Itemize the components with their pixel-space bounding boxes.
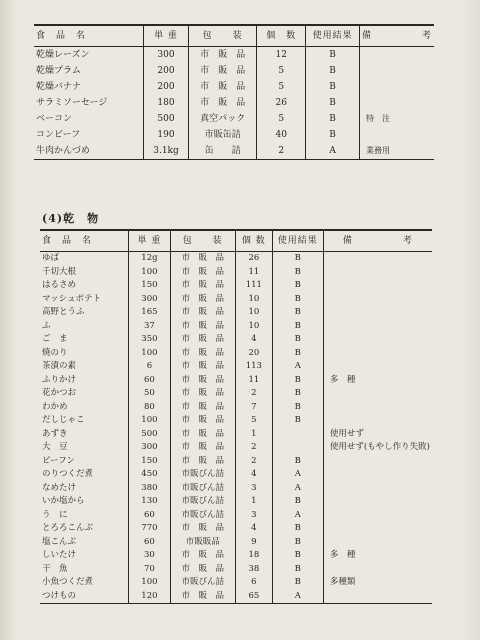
count-cell: 10 — [236, 293, 273, 307]
table-row — [40, 374, 432, 388]
remarks-cell — [323, 401, 432, 415]
packaging-cell: 市 販 品 — [170, 401, 236, 415]
food-name-cell: 乾燥バナナ — [36, 82, 82, 92]
remarks-cell — [323, 482, 432, 496]
result-cell: B — [272, 279, 323, 293]
unit-weight-cell: 100 — [129, 266, 170, 280]
food-name-cell: 塩こんぶ — [42, 536, 77, 547]
result-cell: B — [272, 293, 323, 307]
packaging-cell: 市 販 品 — [188, 47, 256, 64]
food-name-cell: 茶漬の素 — [42, 361, 77, 371]
packaging-cell: 真空パック — [188, 111, 256, 127]
packaging-cell: 市 販 品 — [170, 522, 236, 536]
table-header-row — [40, 230, 432, 252]
food-name-cell: わかめ — [42, 401, 68, 412]
unit-weight-cell: 30 — [129, 549, 170, 563]
remarks-cell — [323, 590, 432, 604]
result-cell: B — [272, 387, 323, 401]
result-cell: B — [272, 320, 323, 334]
remarks-cell — [323, 306, 432, 320]
provisions-table-2 — [40, 229, 432, 604]
unit-weight-cell: 60 — [129, 509, 170, 523]
food-name-cell: ゆば — [42, 253, 60, 263]
packaging-cell: 市 販 品 — [170, 414, 236, 428]
count-cell: 111 — [236, 279, 273, 293]
unit-weight-cell: 70 — [129, 563, 170, 577]
unit-weight-cell: 300 — [129, 441, 170, 455]
header-packaging: 包 装 — [188, 25, 256, 47]
food-name-cell: あずき — [42, 428, 68, 439]
table-header-row — [34, 25, 434, 47]
result-cell: B — [272, 266, 323, 280]
table-row — [40, 320, 432, 334]
header-food-name: 食 品 名 — [36, 31, 87, 41]
result-cell: B — [272, 522, 323, 536]
count-cell: 1 — [236, 495, 273, 509]
food-name-cell: 花かつお — [42, 388, 77, 398]
result-cell: B — [272, 347, 323, 361]
result-cell: A — [272, 509, 323, 523]
unit-weight-cell: 100 — [129, 347, 170, 361]
count-cell: 113 — [236, 360, 273, 374]
packaging-cell: 市 販 品 — [170, 563, 236, 577]
unit-weight-cell: 37 — [129, 320, 170, 334]
unit-weight-cell: 180 — [144, 95, 189, 111]
count-cell: 2 — [236, 387, 273, 401]
result-cell: B — [306, 79, 360, 95]
unit-weight-cell: 190 — [144, 127, 189, 143]
unit-weight-cell: 450 — [129, 468, 170, 482]
table-row — [34, 79, 434, 95]
count-cell: 4 — [236, 522, 273, 536]
packaging-cell: 市販びん詰 — [170, 468, 236, 482]
food-name-cell: のりつくだ煮 — [42, 469, 94, 479]
remarks-cell — [323, 387, 432, 401]
count-cell: 38 — [236, 563, 273, 577]
result-cell: B — [272, 536, 323, 550]
remarks-cell — [323, 468, 432, 482]
count-cell: 5 — [236, 414, 273, 428]
result-cell: A — [306, 143, 360, 160]
unit-weight-cell: 3.1kg — [144, 143, 189, 160]
header-result: 使用結果 — [272, 230, 323, 252]
unit-weight-cell: 100 — [129, 576, 170, 590]
food-name-cell: 乾燥レーズン — [36, 50, 90, 60]
header-remarks: 備 考 — [323, 230, 432, 252]
packaging-cell: 市 販 品 — [170, 428, 236, 442]
result-cell: B — [272, 306, 323, 320]
packaging-cell: 市 販 品 — [170, 387, 236, 401]
unit-weight-cell: 200 — [144, 63, 189, 79]
remarks-cell — [323, 266, 432, 280]
result-cell — [272, 428, 323, 442]
table-row — [40, 414, 432, 428]
food-name-cell: う に — [42, 509, 68, 520]
remarks-cell — [359, 79, 434, 95]
packaging-cell: 市 販 品 — [188, 95, 256, 111]
remarks-cell — [323, 536, 432, 550]
count-cell: 2 — [236, 441, 273, 455]
unit-weight-cell: 6 — [129, 360, 170, 374]
unit-weight-cell: 150 — [129, 279, 170, 293]
food-name-cell: ベーコン — [36, 114, 73, 124]
count-cell: 2 — [236, 455, 273, 469]
table-row — [40, 387, 432, 401]
table-row — [40, 576, 432, 590]
table-row — [34, 47, 434, 64]
table-row — [40, 347, 432, 361]
unit-weight-cell: 60 — [129, 536, 170, 550]
remarks-cell: 多種類 — [323, 576, 432, 590]
result-cell: B — [272, 549, 323, 563]
table-row — [40, 509, 432, 523]
count-cell: 10 — [236, 320, 273, 334]
remarks-cell: 使用せず — [323, 428, 432, 442]
packaging-cell: 缶 詰 — [188, 143, 256, 160]
unit-weight-cell: 300 — [144, 47, 189, 64]
result-cell: B — [306, 111, 360, 127]
packaging-cell: 市販びん詰 — [170, 576, 236, 590]
count-cell: 11 — [236, 374, 273, 388]
table-row — [40, 536, 432, 550]
remarks-cell — [323, 414, 432, 428]
result-cell: A — [272, 482, 323, 496]
remarks-cell — [323, 360, 432, 374]
count-cell: 4 — [236, 333, 273, 347]
provisions-table-1 — [34, 24, 434, 160]
remarks-cell — [359, 95, 434, 111]
result-cell: B — [272, 333, 323, 347]
unit-weight-cell: 150 — [129, 455, 170, 469]
count-cell: 10 — [236, 306, 273, 320]
remarks-cell — [359, 47, 434, 64]
remarks-cell: 業務用 — [359, 143, 434, 160]
packaging-cell: 市 販 品 — [170, 374, 236, 388]
remarks-cell — [323, 279, 432, 293]
header-remarks: 備 考 — [359, 25, 434, 47]
table-row — [40, 522, 432, 536]
result-cell: B — [272, 374, 323, 388]
remarks-cell — [323, 293, 432, 307]
table-row — [40, 482, 432, 496]
table-row — [40, 252, 432, 266]
packaging-cell: 市販缶詰 — [188, 127, 256, 143]
unit-weight-cell: 120 — [129, 590, 170, 604]
table-row — [40, 401, 432, 415]
packaging-cell: 市 販 品 — [170, 306, 236, 320]
count-cell: 40 — [257, 127, 306, 143]
count-cell: 65 — [236, 590, 273, 604]
count-cell: 3 — [236, 509, 273, 523]
table-row — [34, 111, 434, 127]
table-1-body — [34, 47, 434, 160]
remarks-cell — [359, 127, 434, 143]
result-cell: A — [272, 360, 323, 374]
table-row — [40, 455, 432, 469]
packaging-cell: 市販びん詰 — [170, 482, 236, 496]
result-cell: B — [272, 252, 323, 266]
unit-weight-cell: 80 — [129, 401, 170, 415]
count-cell: 5 — [257, 63, 306, 79]
count-cell: 7 — [236, 401, 273, 415]
unit-weight-cell: 350 — [129, 333, 170, 347]
remarks-cell — [323, 252, 432, 266]
count-cell: 9 — [236, 536, 273, 550]
food-name-cell: だしじゃこ — [42, 415, 85, 425]
food-name-cell: ご ま — [42, 334, 68, 344]
count-cell: 26 — [236, 252, 273, 266]
table-row — [40, 306, 432, 320]
count-cell: 11 — [236, 266, 273, 280]
header-unit-weight: 単 重 — [144, 25, 189, 47]
unit-weight-cell: 200 — [144, 79, 189, 95]
packaging-cell: 市 販 品 — [170, 266, 236, 280]
header-count: 個 数 — [257, 25, 306, 47]
packaging-cell: 市 販 品 — [170, 549, 236, 563]
table-row — [40, 360, 432, 374]
count-cell: 18 — [236, 549, 273, 563]
table-row — [40, 468, 432, 482]
food-name-cell: 焼のり — [42, 347, 68, 358]
remarks-cell — [323, 495, 432, 509]
unit-weight-cell: 12g — [129, 252, 170, 266]
table-row — [40, 266, 432, 280]
table-row — [34, 127, 434, 143]
food-name-cell: 干 魚 — [42, 563, 68, 574]
remarks-cell: 多 種 — [323, 549, 432, 563]
table-row — [40, 590, 432, 604]
unit-weight-cell: 50 — [129, 387, 170, 401]
table-row — [34, 143, 434, 160]
food-name-cell: マッシュポテト — [42, 293, 101, 304]
table-row — [40, 441, 432, 455]
result-cell: B — [272, 455, 323, 469]
table-row — [40, 279, 432, 293]
unit-weight-cell: 380 — [129, 482, 170, 496]
result-cell: B — [272, 563, 323, 577]
unit-weight-cell: 165 — [129, 306, 170, 320]
result-cell: B — [272, 401, 323, 415]
food-name-cell: 千切大根 — [42, 266, 77, 277]
count-cell: 6 — [236, 576, 273, 590]
remarks-cell: 多 種 — [323, 374, 432, 388]
table-row — [40, 549, 432, 563]
packaging-cell: 市 販 品 — [170, 360, 236, 374]
food-name-cell: サラミソーセージ — [36, 98, 108, 108]
food-name-cell: なめたけ — [42, 482, 77, 493]
food-name-cell: 大 豆 — [42, 442, 68, 452]
food-name-cell: 高野とうふ — [42, 307, 85, 317]
table-row — [40, 563, 432, 577]
unit-weight-cell: 770 — [129, 522, 170, 536]
food-name-cell: つけもの — [42, 590, 77, 601]
food-name-cell: 牛肉かんづめ — [36, 146, 90, 156]
remarks-cell: 特 注 — [359, 111, 434, 127]
result-cell: A — [272, 468, 323, 482]
packaging-cell: 市 販 品 — [170, 347, 236, 361]
packaging-cell: 市 販 品 — [170, 333, 236, 347]
count-cell: 2 — [257, 143, 306, 160]
result-cell: B — [306, 47, 360, 64]
packaging-cell: 市販びん詰 — [170, 509, 236, 523]
food-name-cell: 乾燥プラム — [36, 66, 81, 76]
food-name-cell: いか塩から — [42, 496, 85, 506]
table-row — [40, 333, 432, 347]
table-row — [40, 495, 432, 509]
packaging-cell: 市 販 品 — [170, 279, 236, 293]
result-cell: B — [306, 63, 360, 79]
food-name-cell: コンビーフ — [36, 130, 81, 140]
unit-weight-cell: 500 — [129, 428, 170, 442]
unit-weight-cell: 60 — [129, 374, 170, 388]
remarks-cell — [323, 320, 432, 334]
table-row — [40, 428, 432, 442]
unit-weight-cell: 300 — [129, 293, 170, 307]
remarks-cell — [359, 63, 434, 79]
remarks-cell — [323, 455, 432, 469]
header-result: 使用結果 — [306, 25, 360, 47]
packaging-cell: 市 販 品 — [170, 590, 236, 604]
packaging-cell: 市 販 品 — [170, 455, 236, 469]
result-cell: A — [272, 590, 323, 604]
table-row — [34, 63, 434, 79]
header-packaging: 包 装 — [170, 230, 236, 252]
count-cell: 20 — [236, 347, 273, 361]
packaging-cell: 市 販 品 — [170, 320, 236, 334]
table-row — [40, 293, 432, 307]
count-cell: 5 — [257, 79, 306, 95]
count-cell: 26 — [257, 95, 306, 111]
remarks-cell — [323, 522, 432, 536]
unit-weight-cell: 500 — [144, 111, 189, 127]
remarks-cell — [323, 347, 432, 361]
result-cell: B — [272, 495, 323, 509]
food-name-cell: ふ — [42, 320, 51, 331]
result-cell — [272, 441, 323, 455]
table-2-body — [40, 252, 432, 604]
section-title-dried-goods: (4)乾 物 — [42, 212, 100, 225]
result-cell: B — [272, 414, 323, 428]
food-name-cell: しいたけ — [42, 550, 77, 560]
packaging-cell: 市 販 品 — [188, 63, 256, 79]
result-cell: B — [306, 127, 360, 143]
unit-weight-cell: 130 — [129, 495, 170, 509]
packaging-cell: 市 販 品 — [188, 79, 256, 95]
count-cell: 4 — [236, 468, 273, 482]
food-name-cell: 小魚つくだ煮 — [42, 577, 94, 587]
header-food-name: 食 品 名 — [42, 236, 93, 246]
food-name-cell: はるさめ — [42, 280, 77, 290]
food-name-cell: ふりかけ — [42, 374, 77, 385]
table-row — [34, 95, 434, 111]
count-cell: 3 — [236, 482, 273, 496]
food-name-cell: ビーフン — [42, 455, 75, 466]
food-name-cell: とろろこんぶ — [42, 523, 94, 533]
packaging-cell: 市 販 品 — [170, 441, 236, 455]
remarks-cell — [323, 509, 432, 523]
unit-weight-cell: 100 — [129, 414, 170, 428]
result-cell: B — [272, 576, 323, 590]
remarks-cell: 使用せず(もやし作り失敗) — [323, 441, 432, 455]
packaging-cell: 市販びん詰 — [170, 495, 236, 509]
count-cell: 5 — [257, 111, 306, 127]
packaging-cell: 市 販 品 — [170, 293, 236, 307]
packaging-cell: 市 販 品 — [170, 252, 236, 266]
header-unit-weight: 単 重 — [129, 230, 170, 252]
count-cell: 1 — [236, 428, 273, 442]
remarks-cell — [323, 333, 432, 347]
packaging-cell: 市販販品 — [170, 536, 236, 550]
remarks-cell — [323, 563, 432, 577]
count-cell: 12 — [257, 47, 306, 64]
result-cell: B — [306, 95, 360, 111]
header-count: 個 数 — [236, 230, 273, 252]
